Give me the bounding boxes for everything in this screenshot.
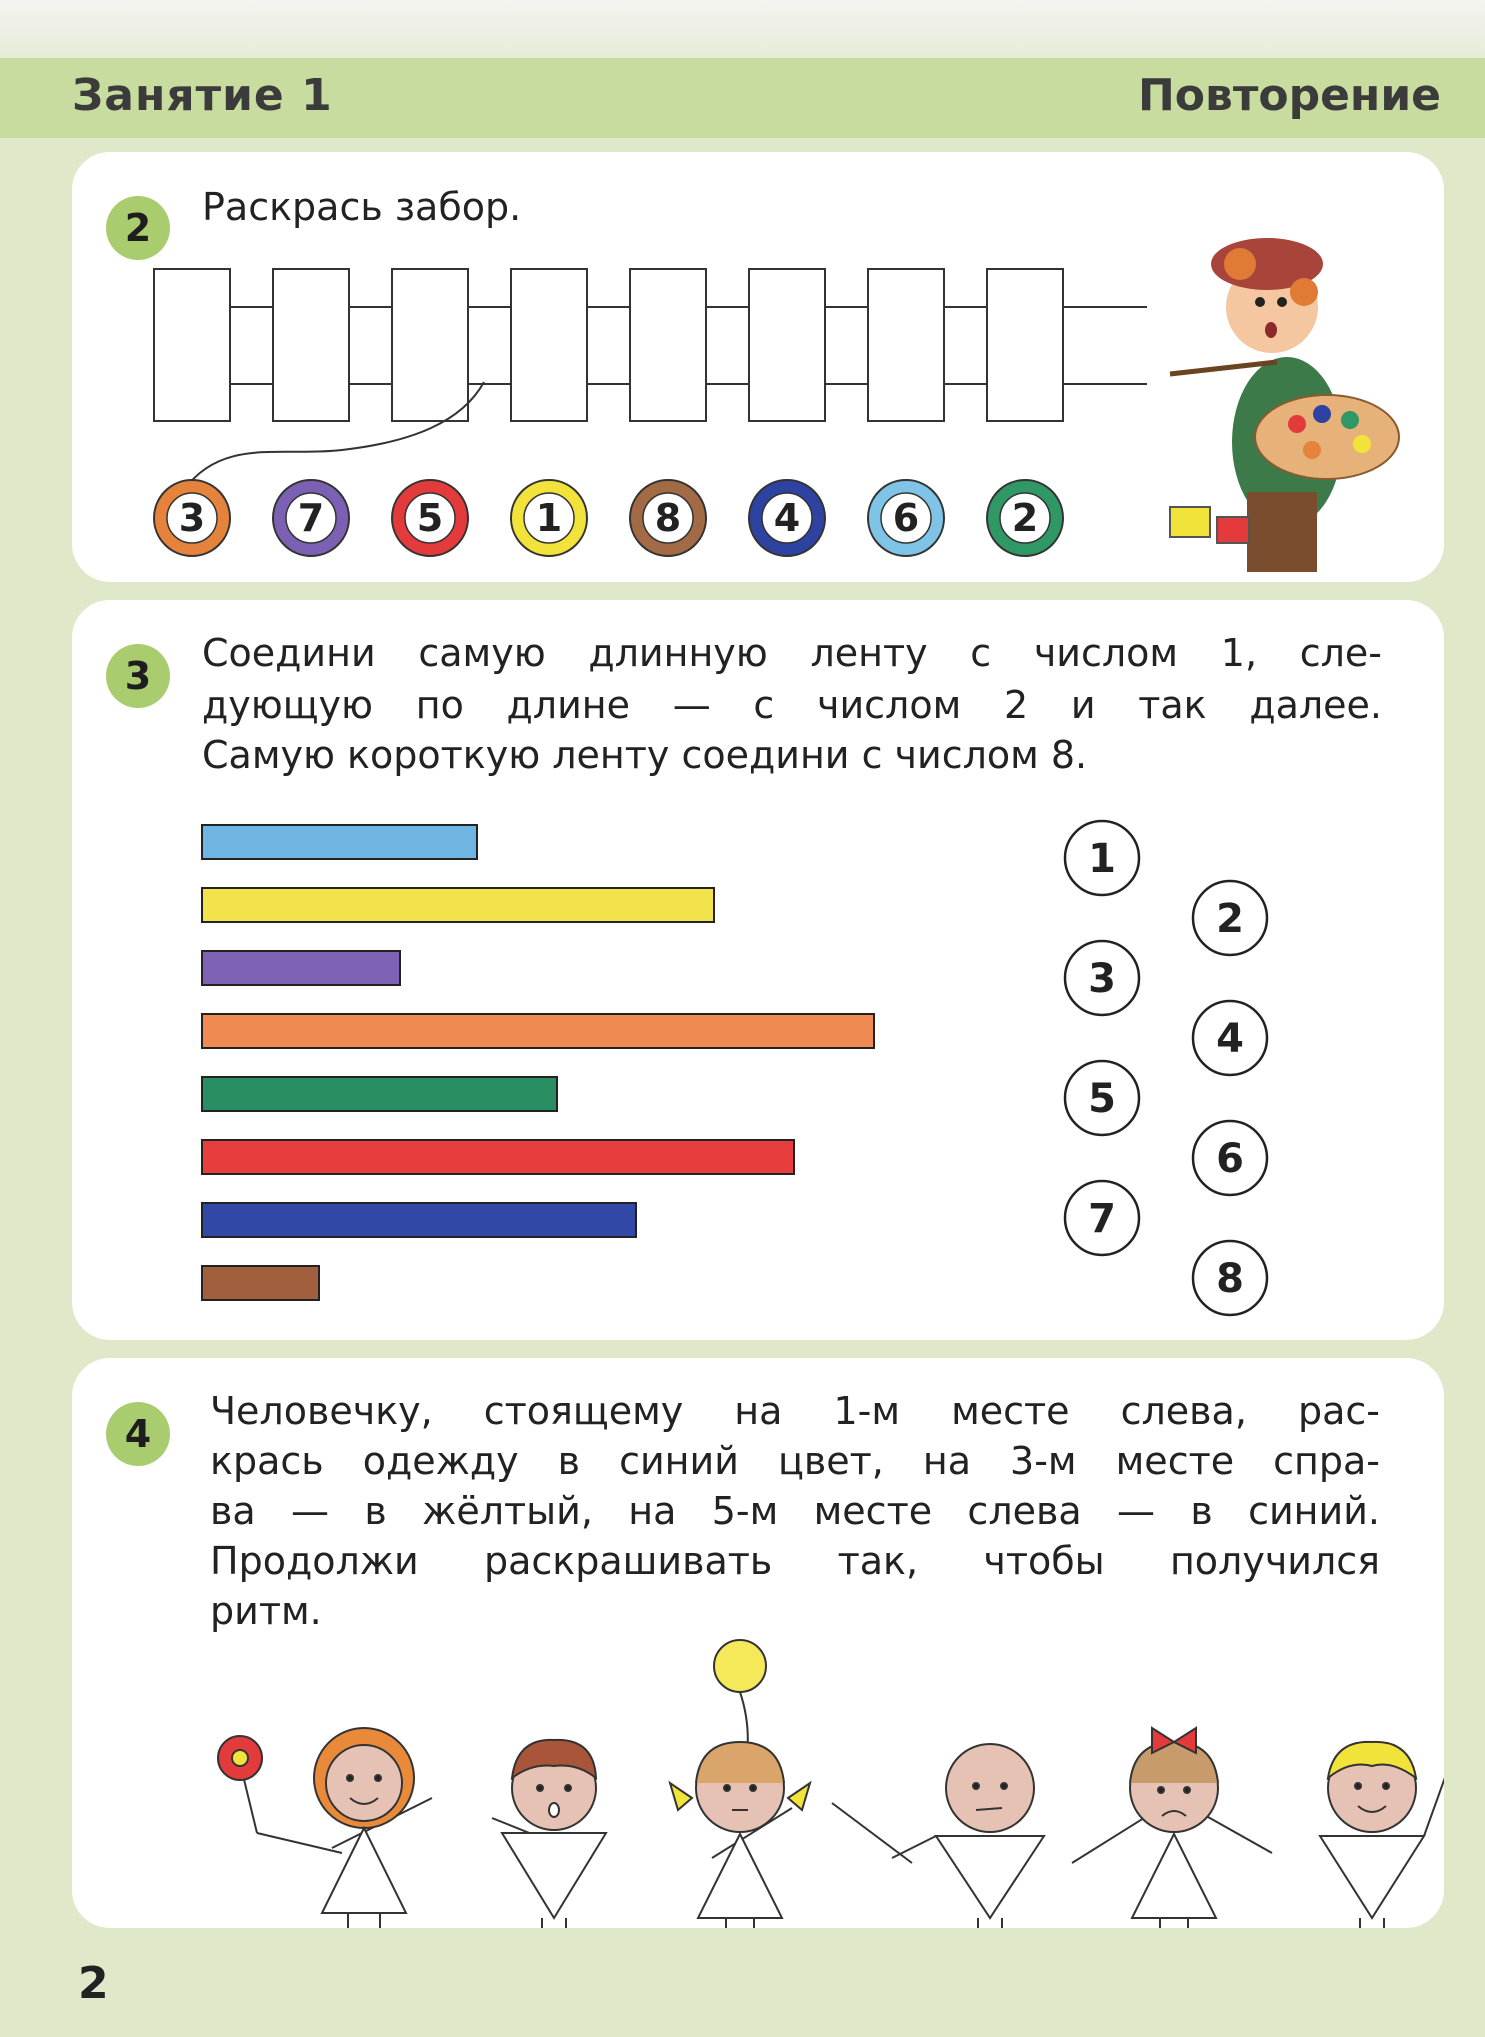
top-strip [0,0,1485,58]
color-number-label: 2 [1011,496,1039,540]
task-3-line-1: Соедини самую длинную ленту с числом 1, сле- [202,631,1382,675]
color-number-circle [511,480,587,556]
fence-board [273,269,349,421]
color-number-label: 4 [773,496,801,540]
color-number-circle [273,480,349,556]
task-4-panel [72,1358,1444,1928]
child-4 [892,1744,1044,1928]
task-3-number: 3 [106,644,170,708]
task-2-panel [72,152,1444,582]
section-title: Повторение [1137,70,1441,121]
ribbon [202,1140,794,1174]
color-number-label: 3 [178,496,206,540]
number-circle-label: 5 [1088,1076,1116,1122]
fence-board [630,269,706,421]
lesson-title: Занятие 1 [72,70,333,121]
color-number-circle [987,480,1063,556]
color-number-circle [392,480,468,556]
task-4-line-4: Продолжи раскрашивать так, чтобы получился [210,1539,1380,1583]
color-number-label: 1 [535,496,563,540]
ribbon [202,825,477,859]
number-circle-label: 4 [1216,1016,1244,1062]
number-circle [1065,1181,1139,1255]
ribbons-and-numbers [72,600,1444,1340]
fence-board [154,269,230,421]
fence-board [868,269,944,421]
child-5 [1130,1728,1218,1928]
ribbon [202,1014,874,1048]
number-circle [1065,821,1139,895]
number-circle [1193,1001,1267,1075]
number-circle-label: 7 [1088,1196,1116,1242]
task-3-line-3: Самую короткую ленту соедини с числом 8. [202,733,1088,777]
task-4-line-5: ритм. [210,1589,322,1633]
number-circle-label: 1 [1088,836,1116,882]
number-circle-label: 6 [1216,1136,1244,1182]
page-number: 2 [78,1958,109,2009]
color-number-label: 6 [892,496,920,540]
color-number-circle [868,480,944,556]
fence-drawing [72,152,1444,582]
ribbon [202,1077,557,1111]
task-4-line-3: ва — в жёлтый, на 5-м месте слева — в синий. [210,1489,1380,1533]
color-number-circle [630,480,706,556]
task-3-line-2: дующую по длине — с числом 2 и так далее. [202,683,1382,727]
task-3-panel [72,600,1444,1340]
task-4-line-1: Человечку, стоящему на 1-м месте слева, рас- [210,1389,1380,1433]
number-circle [1193,881,1267,955]
color-number-circle [154,480,230,556]
color-number-label: 8 [654,496,682,540]
color-number-label: 5 [416,496,444,540]
child-1 [218,1728,414,1928]
child-2 [502,1740,606,1928]
task-4-line-2: крась одежду в синий цвет, на 3-м месте спра- [210,1439,1380,1483]
artist-boy-illustration [1170,238,1399,572]
task-2-number: 2 [106,196,170,260]
color-number-label: 7 [297,496,325,540]
number-circle-label: 2 [1216,896,1244,942]
fence-board [392,269,468,421]
number-circle-label: 3 [1088,956,1116,1002]
fence-board [749,269,825,421]
ribbon [202,888,714,922]
child-3 [670,1640,810,1928]
ribbon [202,951,400,985]
number-circle [1193,1241,1267,1315]
number-circle [1193,1121,1267,1195]
fence-board [987,269,1063,421]
child-6 [1320,1718,1444,1928]
task-2-text: Раскрась забор. [202,185,522,229]
ribbon [202,1203,636,1237]
number-circle [1065,1061,1139,1135]
children-row-drawing [72,1358,1444,1928]
color-number-circle [749,480,825,556]
task-4-number: 4 [106,1402,170,1466]
fence-board [511,269,587,421]
number-circle-label: 8 [1216,1256,1244,1302]
ribbon [202,1266,319,1300]
number-circle [1065,941,1139,1015]
